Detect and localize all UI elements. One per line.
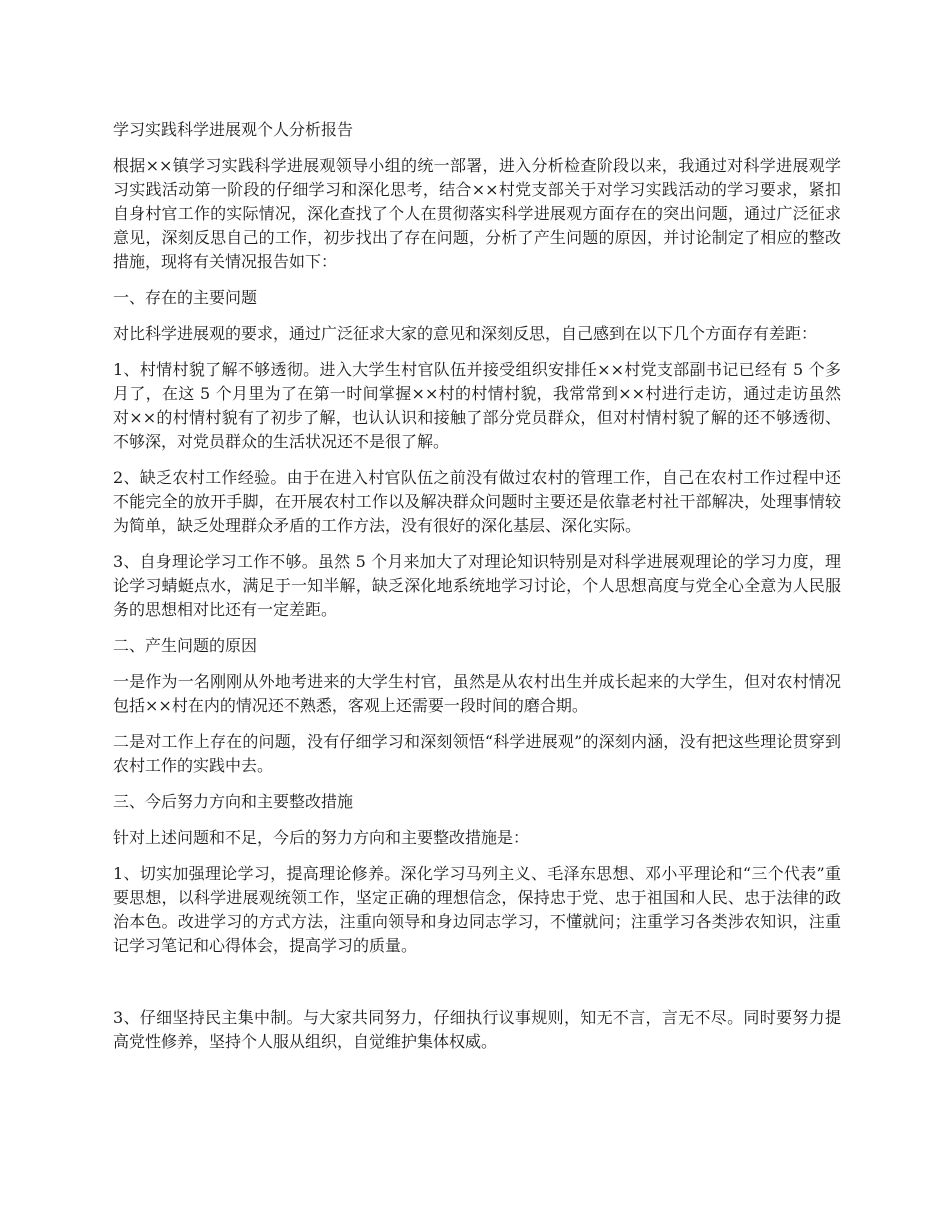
document-page: [113, 118, 841, 1066]
section-2-heading: 二、产生问题的原因: [113, 636, 258, 655]
section-1-item-1: 1、村情村貌了解不够透彻。进入大学生村官队伍并接受组织安排任××村党支部副书记已经有 5 个多月了，在这 5 个月里为了在第一时间掌握××村的村情村貌，我常常到××村进行走访，通过走访虽然对××的村情村貌有了初步了解，也认认识和接触了部分党员群众，但对村情村貌了解的还不够透彻、不够深，对党员群众的生活状况还不是很了解。: [113, 360, 841, 451]
section-3-heading: 三、今后努力方向和主要整改措施: [113, 792, 354, 811]
blank-spacer: [113, 970, 841, 1006]
section-1-item-3: 3、自身理论学习工作不够。虽然 5 个月来加大了对理论知识特别是对科学进展观理论的学习力度，理论学习蜻蜓点水，满足于一知半解，缺乏深化地系统地学习讨论，个人思想高度与党全心全意为人民服务的思想相对比还有一定差距。: [113, 552, 841, 619]
section-1-intro: 对比科学进展观的要求，通过广泛征求大家的意见和深刻反思，自己感到在以下几个方面存有差距：: [113, 324, 818, 343]
section-3-item-3: 3、仔细坚持民主集中制。与大家共同努力，仔细执行议事规则，知无不言，言无不尽。同时要努力提高党性修养，坚持个人服从组织，自觉维护集体权威。: [113, 1008, 841, 1051]
section-3-intro: 针对上述问题和不足，今后的努力方向和主要整改措施是：: [113, 828, 530, 847]
section-2-item-1: 一是作为一名刚刚从外地考进来的大学生村官，虽然是从农村出生并成长起来的大学生，但对农村情况包括××村在内的情况还不熟悉，客观上还需要一段时间的磨合期。: [113, 672, 841, 715]
section-3-item-1: 1、切实加强理论学习，提高理论修养。深化学习马列主义、毛泽东思想、邓小平理论和“三个代表”重要思想，以科学进展观统领工作，坚定正确的理想信念，保持忠于党、忠于祖国和人民、忠于法律的政治本色。改进学习的方式方法，注重向领导和身边同志学习，不懂就问；注重学习各类涉农知识，注重记学习笔记和心得体会，提高学习的质量。: [113, 864, 841, 955]
section-1-heading: 一、存在的主要问题: [113, 288, 258, 307]
section-2-item-2: 二是对工作上存在的问题，没有仔细学习和深刻领悟“科学进展观”的深刻内涵，没有把这些理论贯穿到农村工作的实践中去。: [113, 732, 841, 775]
section-1-item-2: 2、缺乏农村工作经验。由于在进入村官队伍之前没有做过农村的管理工作，自己在农村工作过程中还不能完全的放开手脚，在开展农村工作以及解决群众问题时主要还是依靠老村社干部解决，处理事情较为简单，缺乏处理群众矛盾的工作方法，没有很好的深化基层、深化实际。: [113, 468, 841, 535]
intro-paragraph: 根据××镇学习实践科学进展观领导小组的统一部署，进入分析检查阶段以来，我通过对科学进展观学习实践活动第一阶段的仔细学习和深化思考，结合××村党支部关于对学习实践活动的学习要求，紧扣自身村官工作的实际情况，深化查找了个人在贯彻落实科学进展观方面存在的突出问题，通过广泛征求意见，深刻反思自己的工作，初步找出了存在问题，分析了产生问题的原因，并讨论制定了相应的整改措施，现将有关情况报告如下：: [113, 156, 841, 271]
document-title: 学习实践科学进展观个人分析报告: [113, 120, 354, 139]
